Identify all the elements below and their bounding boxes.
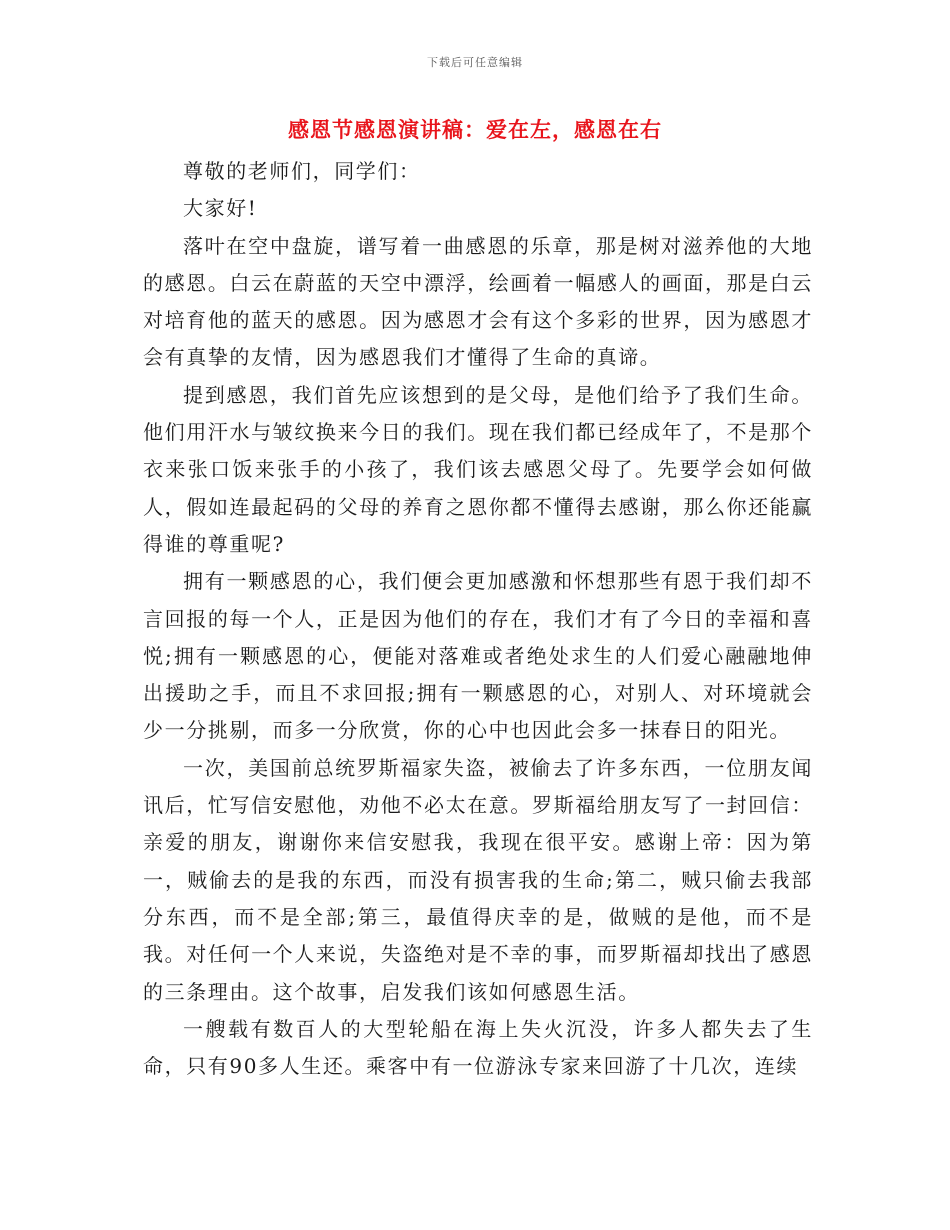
greeting: 大家好! <box>183 196 258 221</box>
paragraph-1: 落叶在空中盘旋，谱写着一曲感恩的乐章，那是树对滋养他的大地的感恩。白云在蔚蓝的天空中漂浮，绘画着一幅感人的画面，那是白云对培育他的蓝天的感恩。因为感恩才会有这个多彩的世界，因为感恩才会有真挚的友情，因为感恩我们才懂得了生命的真谛。 <box>143 233 813 370</box>
salutation: 尊敬的老师们，同学们： <box>183 159 421 183</box>
paragraph-4: 一次，美国前总统罗斯福家失盗，被偷去了许多东西，一位朋友闻讯后，忙写信安慰他，劝他不必太在意。罗斯福给朋友写了一封回信：亲爱的朋友，谢谢你来信安慰我，我现在很平安。感谢上帝：因为第一，贼偷去的是我的东西，而没有损害我的生命;第二，贼只偷去我部分东西，而不是全部;第三，最值得庆幸的是，做贼的是他，而不是我。对任何一个人来说，失盗绝对是不幸的事，而罗斯福却找出了感恩的三条理由。这个故事，启发我们该如何感恩生活。 <box>143 755 813 1004</box>
paragraph-5: 一艘载有数百人的大型轮船在海上失火沉没，许多人都失去了生命，只有90多人生还。乘客中有一位游泳专家来回游了十几次，连续 <box>143 1016 813 1079</box>
document-title: 感恩节感恩演讲稿：爱在左，感恩在右 <box>288 117 662 142</box>
paragraph-3: 拥有一颗感恩的心，我们便会更加感激和怀想那些有恩于我们却不言回报的每一个人，正是因为他们的存在，我们才有了今日的幸福和喜悦;拥有一颗感恩的心，便能对落难或者绝处求生的人们爱心融融地伸出援助之手，而且不求回报;拥有一颗感恩的心，对别人、对环境就会少一分挑剔，而多一分欣赏，你的心中也因此会多一抹春日的阳光。 <box>143 569 813 743</box>
paragraph-2: 提到感恩，我们首先应该想到的是父母，是他们给予了我们生命。他们用汗水与皱纹换来今日的我们。现在我们都已经成年了，不是那个衣来张口饭来张手的小孩了，我们该去感恩父母了。先要学会如何做人，假如连最起码的父母的养育之恩你都不懂得去感谢，那么你还能赢得谁的尊重呢? <box>143 382 813 556</box>
document-body <box>143 153 813 1085</box>
header-note: 下载后可任意编辑 <box>427 56 523 69</box>
